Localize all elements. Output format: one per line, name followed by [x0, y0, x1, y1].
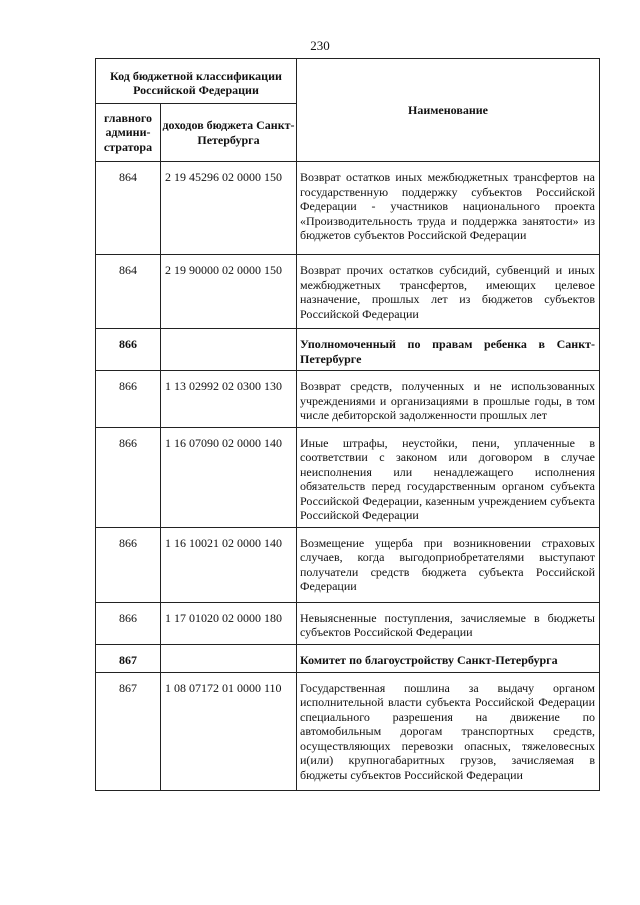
income-code-cell	[161, 644, 297, 672]
header-admin: главного админи-стратора	[96, 104, 161, 162]
income-code-cell: 2 19 90000 02 0000 150	[161, 255, 297, 329]
income-code-cell: 1 16 10021 02 0000 140	[161, 527, 297, 602]
table-row	[96, 644, 600, 672]
admin-code-cell: 866	[96, 602, 161, 644]
name-cell: Иные штрафы, неустойки, пени, уплаченные в соответствии с законом или договором в случае неисполнения или ненадлежащего исполнения обязательств перед государственным органом субъекта Российской Федерации, казенным учреждением субъекта Российской Федерации	[297, 427, 600, 527]
income-code-cell: 2 19 45296 02 0000 150	[161, 162, 297, 255]
admin-code-cell: 866	[96, 427, 161, 527]
admin-code-cell: 864	[96, 255, 161, 329]
table-row	[96, 527, 600, 602]
income-code-cell: 1 08 07172 01 0000 110	[161, 672, 297, 790]
income-code-cell: 1 17 01020 02 0000 180	[161, 602, 297, 644]
admin-code-cell: 866	[96, 329, 161, 371]
header-name: Наименование	[297, 59, 600, 162]
admin-code-cell: 866	[96, 371, 161, 428]
header-budget-code-group: Код бюджетной классификации Российской Федерации	[96, 59, 297, 104]
name-cell: Невыясненные поступления, зачисляемые в бюджеты субъектов Российской Федерации	[297, 602, 600, 644]
page-number: 230	[310, 38, 330, 53]
income-code-cell: 1 13 02992 02 0300 130	[161, 371, 297, 428]
name-cell: Комитет по благоустройству Санкт-Петербурга	[297, 644, 600, 672]
name-cell: Возмещение ущерба при возникновении страховых случаев, когда выгодоприобретателями выступают получатели средств бюджета субъекта Российской Федерации	[297, 527, 600, 602]
table-row	[96, 162, 600, 255]
table-row	[96, 602, 600, 644]
table-row	[96, 255, 600, 329]
table-row	[96, 371, 600, 428]
name-cell: Возврат прочих остатков субсидий, субвенций и иных межбюджетных трансфертов, имеющих целевое назначение, прошлых лет из бюджетов субъектов Российской Федерации	[297, 255, 600, 329]
name-cell: Возврат остатков иных межбюджетных трансфертов на государственную поддержку субъектов Российской Федерации - участников национального проекта «Производительность труда и поддержка занятости» из бюджетов субъектов Российской Федерации	[297, 162, 600, 255]
admin-code-cell: 867	[96, 644, 161, 672]
name-cell: Уполномоченный по правам ребенка в Санкт-Петербурге	[297, 329, 600, 371]
table-row	[96, 329, 600, 371]
table-row	[96, 427, 600, 527]
header-income: доходов бюджета Санкт-Петербурга	[161, 104, 297, 162]
admin-code-cell: 867	[96, 672, 161, 790]
name-cell: Возврат средств, полученных и не использованных учреждениями и организациями в прошлые годы, в том числе дебиторской задолженности прошлых лет	[297, 371, 600, 428]
admin-code-cell: 864	[96, 162, 161, 255]
name-cell: Государственная пошлина за выдачу органом исполнительной власти субъекта Российской Федерации специального разрешения на движение по автомобильным дорогам транспортных средств, осуществляющих перевозки опасных, тяжеловесных и(или) крупногабаритных грузов, зачисляемая в бюджеты субъектов Российской Федерации	[297, 672, 600, 790]
table-row	[96, 672, 600, 790]
income-code-cell	[161, 329, 297, 371]
budget-classification-table	[95, 58, 600, 791]
admin-code-cell: 866	[96, 527, 161, 602]
income-code-cell: 1 16 07090 02 0000 140	[161, 427, 297, 527]
